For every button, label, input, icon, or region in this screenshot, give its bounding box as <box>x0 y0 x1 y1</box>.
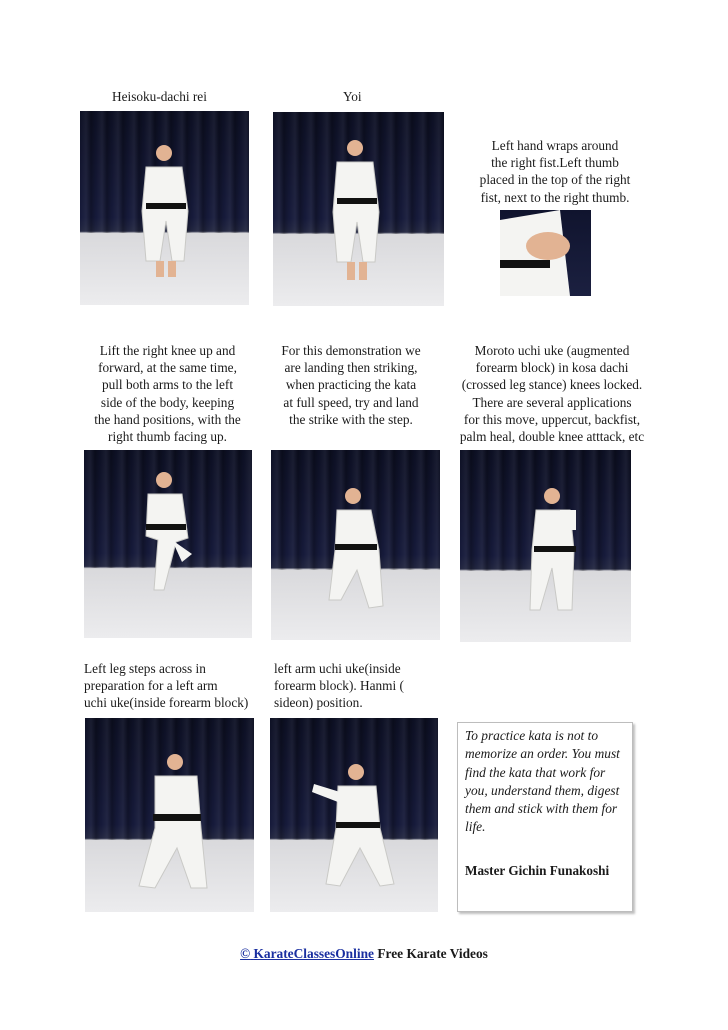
quote-text: To practice kata is not to memorize an order. You must find the kata that work for you, understand them, digest them and stick with them for life. <box>465 728 620 835</box>
kata-photo <box>273 112 444 306</box>
photo-caption: Yoi <box>343 89 362 104</box>
photo-caption: Heisoku-dachi rei <box>112 89 207 104</box>
copyright-symbol: © <box>240 946 251 961</box>
photo-caption: Moroto uchi uke (augmented forearm block) in kosa dachi (crossed leg stance) knees locked. There are several applications for this move, uppercut, backfist, palm heal, double knee atttack, etc <box>459 343 645 445</box>
hand-closeup-photo <box>500 210 591 296</box>
kata-photo <box>80 111 249 305</box>
footer-link[interactable] <box>240 946 374 961</box>
footer-link-text: KarateClassesOnline <box>253 946 374 961</box>
kata-photo <box>270 718 438 912</box>
kata-photo <box>84 450 252 638</box>
photo-caption: For this demonstration we are landing then striking, when practicing the kata at full speed, try and land the strike with the step. <box>281 343 421 427</box>
photo-caption: Left leg steps across in preparation for a left arm uchi uke(inside forearm block) <box>84 661 249 711</box>
photo-caption: Left hand wraps around the right fist.Left thumb placed in the top of the right fist, next to the right thumb. <box>479 138 631 205</box>
quote-author: Master Gichin Funakoshi <box>465 863 610 878</box>
footer <box>0 946 728 962</box>
footer-suffix: Free Karate Videos <box>377 946 488 961</box>
photo-caption: Lift the right knee up and forward, at the same time, pull both arms to the left side of the body, keeping the hand positions, with the right thumb facing up. <box>94 343 241 445</box>
kata-photo <box>460 450 631 642</box>
kata-photo <box>85 718 254 912</box>
kata-photo <box>271 450 440 640</box>
quote-box <box>457 722 633 912</box>
photo-caption: left arm uchi uke(inside forearm block). Hanmi ( sideon) position. <box>274 661 404 711</box>
